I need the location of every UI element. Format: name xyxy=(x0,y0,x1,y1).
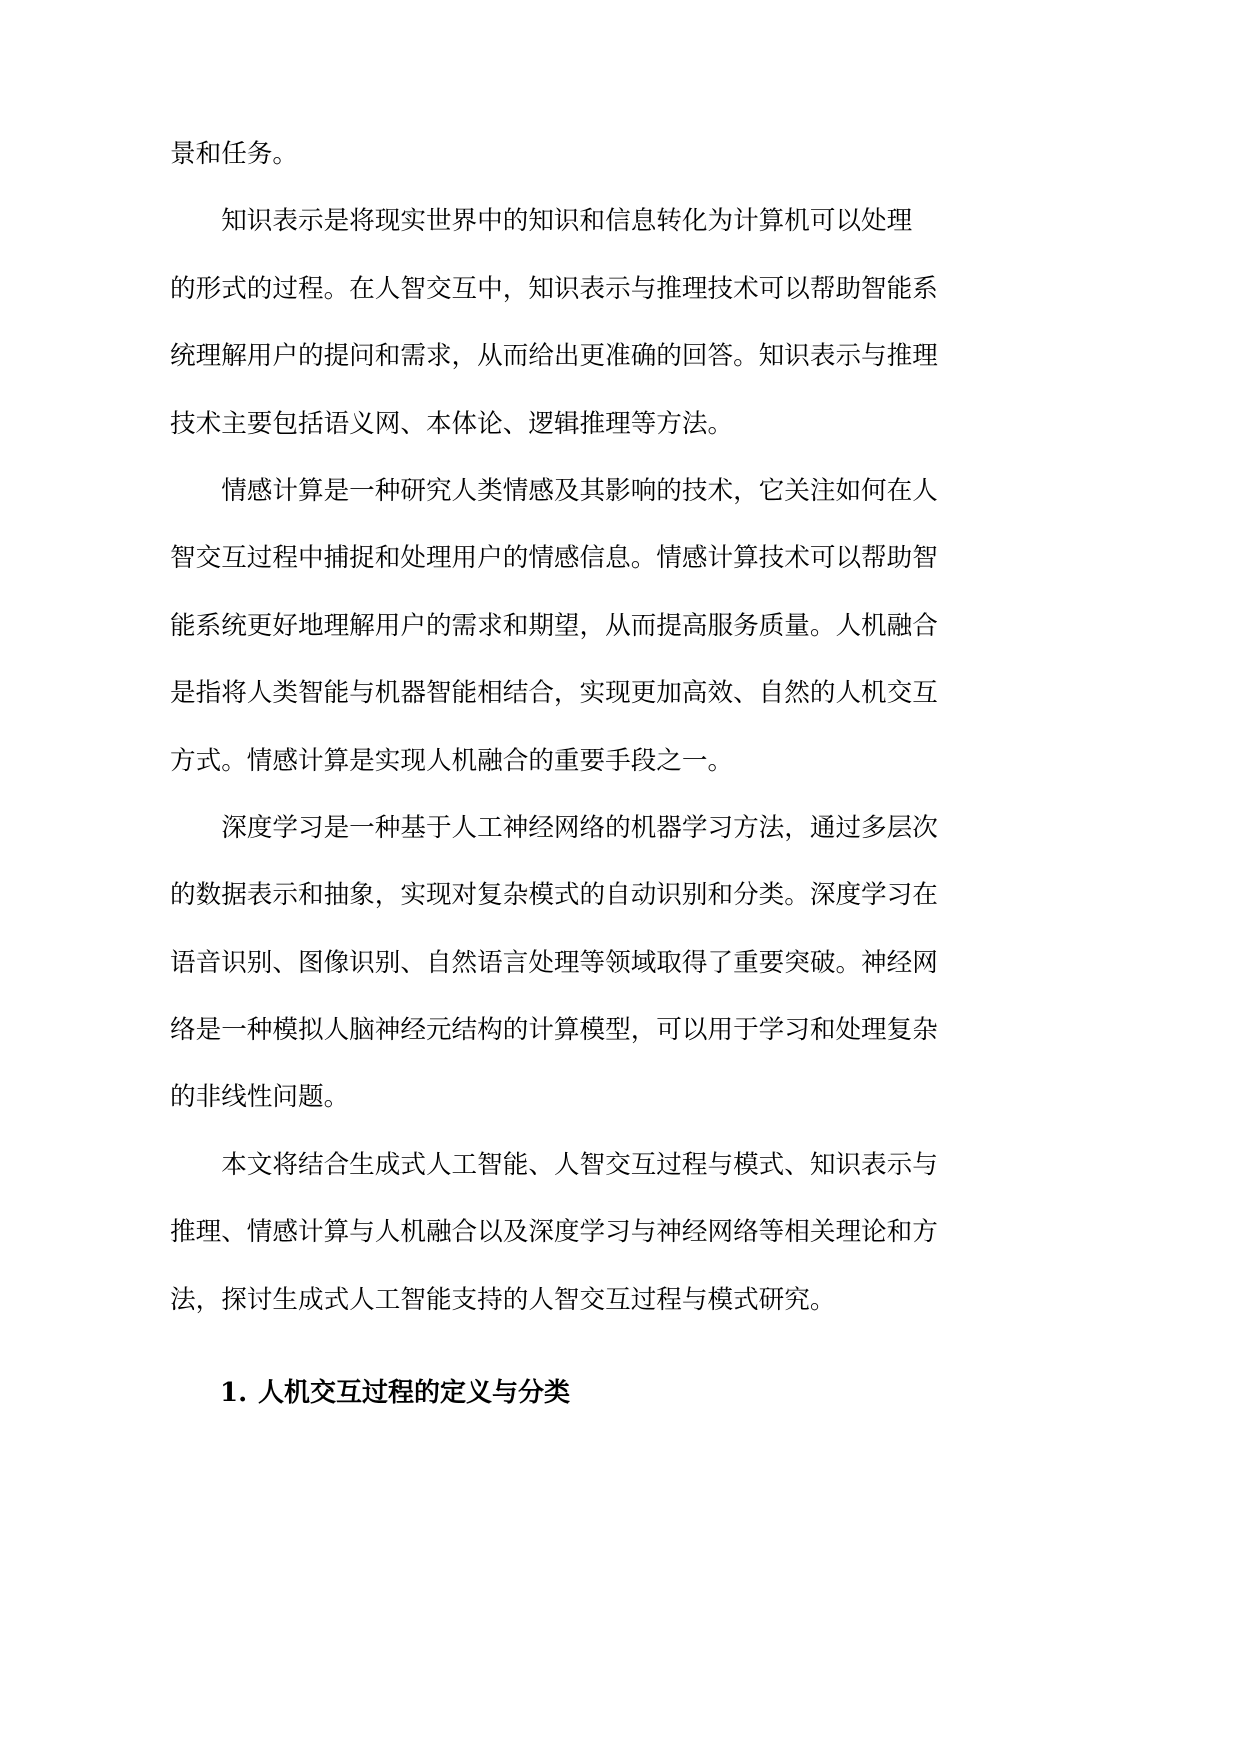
heading-number: 1. xyxy=(220,1378,248,1408)
paragraph-affective-computing xyxy=(170,458,950,795)
text-line: 的数据表示和抽象，实现对复杂模式的自动识别和分类。深度学习在 xyxy=(170,880,938,911)
paragraph-summary xyxy=(170,1132,950,1334)
text-line: 本文将结合生成式人工智能、人智交互过程与模式、知识表示与 xyxy=(221,1149,938,1180)
text-line: 语音识别、图像识别、自然语言处理等领域取得了重要突破。神经网 xyxy=(170,947,938,978)
section-heading xyxy=(220,1360,570,1427)
text-line: 络是一种模拟人脑神经元结构的计算模型，可以用于学习和处理复杂 xyxy=(170,1015,938,1046)
text-line: 深度学习是一种基于人工神经网络的机器学习方法，通过多层次 xyxy=(221,812,938,843)
text-line: 的非线性问题。 xyxy=(170,1082,350,1113)
paragraph-continuation xyxy=(170,121,950,188)
document-body xyxy=(170,121,950,1334)
text-line: 智交互过程中捕捉和处理用户的情感信息。情感计算技术可以帮助智 xyxy=(170,543,938,574)
paragraph-deep-learning xyxy=(170,795,950,1132)
text-line: 情感计算是一种研究人类情感及其影响的技术，它关注如何在人 xyxy=(221,475,938,506)
text-line: 统理解用户的提问和需求，从而给出更准确的回答。知识表示与推理 xyxy=(170,341,938,372)
text-line: 技术主要包括语义网、本体论、逻辑推理等方法。 xyxy=(170,408,734,439)
text-line: 能系统更好地理解用户的需求和期望，从而提高服务质量。人机融合 xyxy=(170,610,938,641)
text-line: 法，探讨生成式人工智能支持的人智交互过程与模式研究。 xyxy=(170,1284,836,1315)
text-line: 推理、情感计算与人机融合以及深度学习与神经网络等相关理论和方 xyxy=(170,1217,938,1248)
text-line: 的形式的过程。在人智交互中，知识表示与推理技术可以帮助智能系 xyxy=(170,273,938,304)
text-line: 是指将人类智能与机器智能相结合，实现更加高效、自然的人机交互 xyxy=(170,678,938,709)
text-line: 方式。情感计算是实现人机融合的重要手段之一。 xyxy=(170,745,734,776)
heading-title: 人机交互过程的定义与分类 xyxy=(258,1378,571,1408)
text-line: 景和任务。 xyxy=(170,139,298,169)
text-line: 知识表示是将现实世界中的知识和信息转化为计算机可以处理 xyxy=(221,206,913,237)
paragraph-knowledge-representation xyxy=(170,188,950,458)
